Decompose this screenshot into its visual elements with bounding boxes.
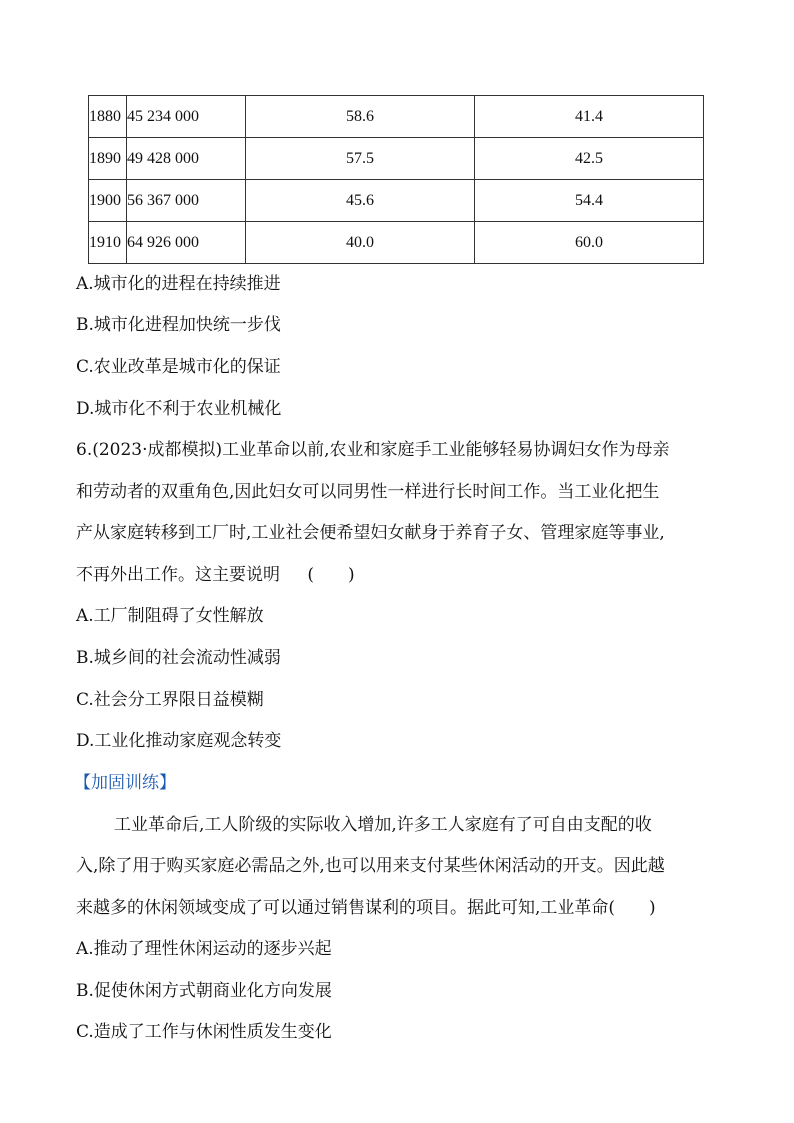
q6-stem-line-2: 和劳动者的双重角色,因此妇女可以同男性一样进行长时间工作。当工业化把生 xyxy=(76,482,660,502)
q6-stem-line-3: 产从家庭转移到工厂时,工业社会便希望妇女献身于养育子女、管理家庭等事业, xyxy=(76,523,665,543)
answer-parentheses: ( ) xyxy=(608,898,656,918)
percent-cell: 45.6 xyxy=(246,180,475,222)
practice-option-b: B.促使休闲方式朝商业化方向发展 xyxy=(76,981,332,1001)
percent-cell: 42.5 xyxy=(475,138,704,180)
q6-option-a: A.工厂制阻碍了女性解放 xyxy=(76,606,264,626)
year-cell: 1890 xyxy=(89,138,127,180)
q5-option-b: B.城市化进程加快统一步伐 xyxy=(76,315,281,335)
practice-option-c: C.造成了工作与休闲性质发生变化 xyxy=(76,1022,332,1042)
population-cell: 49 428 000 xyxy=(127,138,246,180)
q5-option-a: A.城市化的进程在持续推进 xyxy=(76,274,281,294)
q6-option-b: B.城乡间的社会流动性减弱 xyxy=(76,648,281,668)
practice-stem-line-2: 入,除了用于购买家庭必需品之外,也可以用来支付某些休闲活动的开支。因此越 xyxy=(76,856,665,876)
answer-parentheses: ( ) xyxy=(307,565,355,585)
percent-cell: 40.0 xyxy=(246,222,475,264)
population-cell: 64 926 000 xyxy=(127,222,246,264)
practice-stem-text: 来越多的休闲领域变成了可以通过销售谋利的项目。据此可知,工业革命 xyxy=(76,898,609,918)
practice-option-a: A.推动了理性休闲运动的逐步兴起 xyxy=(76,939,332,959)
percent-cell: 60.0 xyxy=(475,222,704,264)
population-cell: 45 234 000 xyxy=(127,96,246,138)
population-cell: 56 367 000 xyxy=(127,180,246,222)
percent-cell: 54.4 xyxy=(475,180,704,222)
q6-option-c: C.社会分工界限日益模糊 xyxy=(76,690,264,710)
q6-option-d: D.工业化推动家庭观念转变 xyxy=(76,731,282,751)
q5-option-d: D.城市化不利于农业机械化 xyxy=(76,399,282,419)
year-cell: 1880 xyxy=(89,96,127,138)
section-heading: 【加固训练】 xyxy=(74,773,176,793)
percent-cell: 57.5 xyxy=(246,138,475,180)
table-row xyxy=(89,138,704,180)
q5-option-c: C.农业改革是城市化的保证 xyxy=(76,357,281,377)
table-row xyxy=(89,180,704,222)
q6-stem-line-1: 6.(2023·成都模拟)工业革命以前,农业和家庭手工业能够轻易协调妇女作为母亲 xyxy=(76,440,670,460)
table-row xyxy=(89,96,704,138)
table-row xyxy=(89,222,704,264)
year-cell: 1900 xyxy=(89,180,127,222)
q6-stem-line-4 xyxy=(76,563,355,587)
urbanization-table xyxy=(88,95,704,264)
percent-cell: 41.4 xyxy=(475,96,704,138)
year-cell: 1910 xyxy=(89,222,127,264)
percent-cell: 58.6 xyxy=(246,96,475,138)
practice-stem-line-1: 工业革命后,工人阶级的实际收入增加,许多工人家庭有了可自由支配的收 xyxy=(114,815,652,835)
practice-stem-line-3 xyxy=(76,896,656,920)
q6-stem-text: 不再外出工作。这主要说明 xyxy=(76,565,280,585)
